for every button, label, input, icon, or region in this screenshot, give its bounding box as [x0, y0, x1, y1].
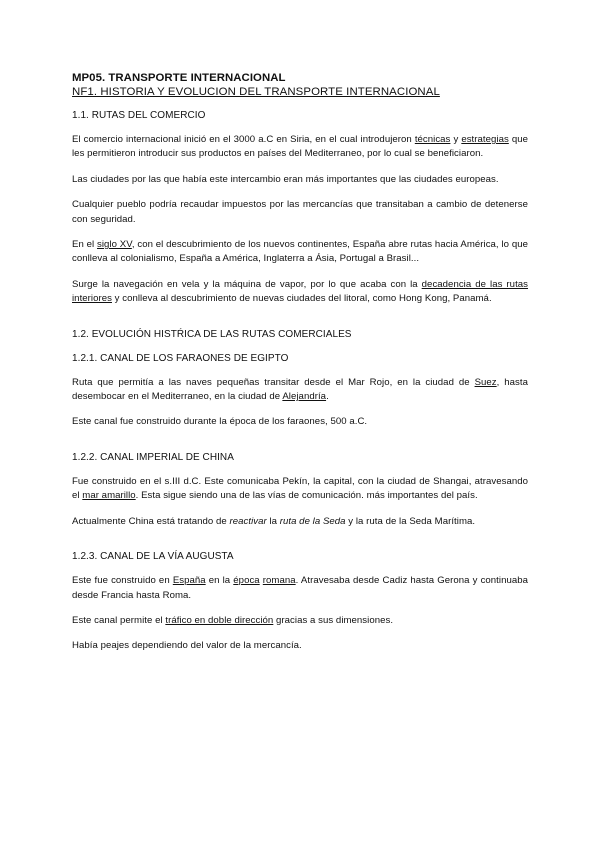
paragraph-construccion-faraones: Este canal fue construido durante la época de los faraones, 500 a.C. — [72, 416, 368, 428]
section-heading-1-1: 1.1. RUTAS DEL COMERCIO — [72, 110, 206, 121]
document-subtitle: NF1. HISTORIA Y EVOLUCION DEL TRANSPORTE INTERNACIONAL — [72, 86, 440, 98]
section-heading-1-2-2: 1.2.2. CANAL IMPERIAL DE CHINA — [72, 451, 234, 463]
paragraph-via-augusta: Este fue construido en España en la época romana. Atravesaba desde Cadiz hasta Gerona y continuaba desde Francia hasta Roma. — [72, 575, 529, 601]
paragraph-trafico: Este canal permite el tráfico en doble dirección gracias a sus dimensiones. — [72, 614, 394, 626]
paragraph-ruta-faraones: Ruta que permitía a las naves pequeñas transitar desde el Mar Rojo, en la ciudad de Suez, hasta desembocar en el Mediterraneo, en la ciudad de Alejandría. — [72, 376, 528, 403]
document-content — [72, 71, 528, 654]
paragraph-peajes: Había peajes dependiendo del valor de la mercancía. — [72, 640, 302, 652]
paragraph-navegacion: Surge la navegación en vela y la máquina de vapor, por lo que acaba con la decadencia de las rutas interiores y conlleva al descubrimiento de nuevas ciudades del litoral, como Hong Kong, Panamá. — [72, 278, 529, 305]
section-heading-1-2-3: 1.2.3. CANAL DE LA VÍA AUGUSTA — [72, 551, 234, 563]
document-title: MP05. TRANSPORTE INTERNACIONAL — [72, 72, 286, 84]
paragraph-ciudades: Las ciudades por las que había este intercambio eran más importantes que las ciudades europeas. — [72, 173, 499, 185]
section-heading-1-2: 1.2. EVOLUCIÓN HISTŔICA DE LAS RUTAS COMERCIALES — [72, 328, 352, 340]
paragraph-impuestos: Cualquier pueblo podría recaudar impuestos por las mercancías que transitaban a cambio de detenerse con seguridad. — [72, 199, 528, 225]
paragraph-comercio-inicio: El comercio internacional inició en el 3000 a.C en Siria, en el cual introdujeron técnicas y estrategias que les permitieron introducir sus productos en países del Mediterraneo, por lo cual se beneficiaron. — [72, 134, 528, 160]
section-heading-1-2-1: 1.2.1. CANAL DE LOS FARAONES DE EGIPTO — [72, 352, 289, 364]
paragraph-canal-china: Fue construido en el s.III d.C. Este comunicaba Pekín, la capital, con la ciudad de Shangai, atravesando el mar amarillo. Esta sigue siendo una de las vías de comunicación. más importantes del país. — [72, 475, 528, 502]
paragraph-siglo-xv: En el siglo XV, con el descubrimiento de los nuevos continentes, España abre rutas hacia América, lo que conlleva al colonialismo, España a América, Inglaterra a Ásia, Portugal a Brasil... — [72, 239, 528, 265]
paragraph-ruta-seda: Actualmente China está tratando de reactivar la ruta de la Seda y la ruta de la Seda Marítima. — [72, 515, 476, 527]
